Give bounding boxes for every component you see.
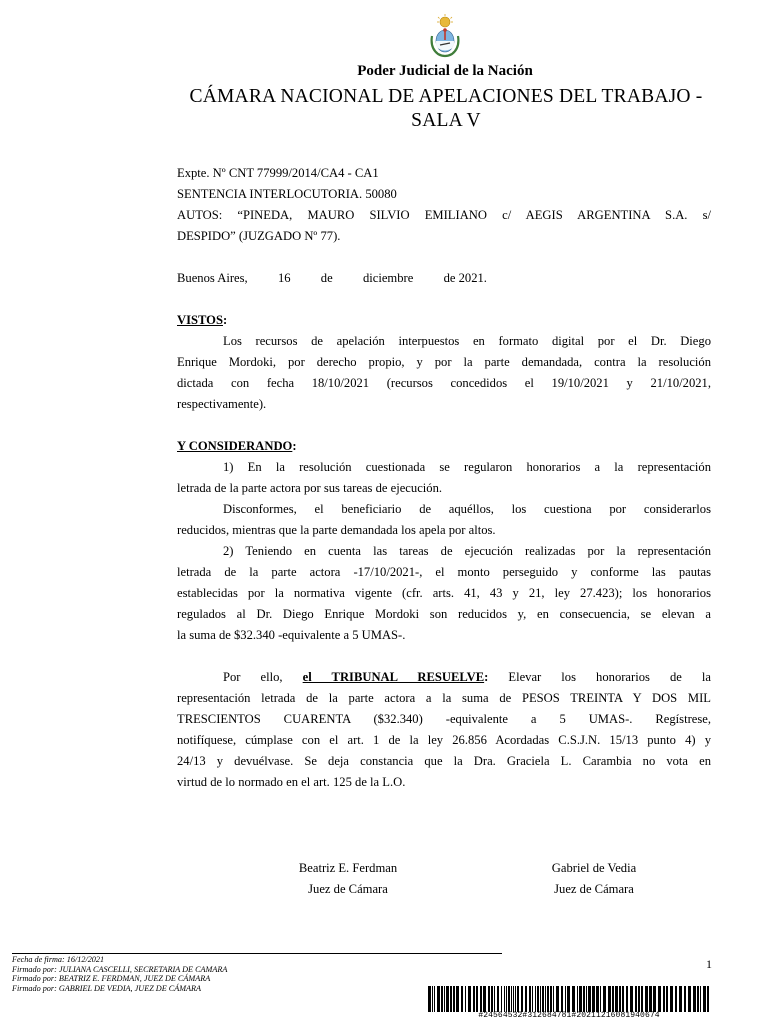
barcode-bar bbox=[622, 986, 624, 1012]
barcode-bar bbox=[572, 986, 575, 1012]
barcode-bar bbox=[532, 986, 533, 1012]
resolution-line: notifíquese, cúmplase con el art. 1 de la ley 26.856 Acordadas C.S.J.N. 15/13 punto 4) y bbox=[177, 733, 711, 747]
barcode-bar bbox=[663, 986, 665, 1012]
barcode-bar bbox=[666, 986, 668, 1012]
footer-line: Firmado por: GABRIEL DE VEDIA, JUEZ DE CÁMARA bbox=[12, 983, 202, 993]
barcode-bar bbox=[547, 986, 549, 1012]
barcode-bar bbox=[465, 986, 466, 1012]
barcode bbox=[428, 986, 710, 1012]
considerando-line: regulados al Dr. Diego Enrique Mordoki son reducidos y, en consecuencia, se elevan a bbox=[177, 607, 711, 621]
barcode-bar bbox=[456, 986, 459, 1012]
barcode-bar bbox=[638, 986, 640, 1012]
chamber-title-line2: SALA V bbox=[411, 110, 481, 131]
considerando-line: reducidos, mientras que la parte demandada los apela por altos. bbox=[177, 523, 496, 537]
barcode-bar bbox=[441, 986, 443, 1012]
footer-line: Firmado por: BEATRIZ E. FERDMAN, JUEZ DE CÁMARA bbox=[12, 974, 211, 984]
barcode-bar bbox=[619, 986, 621, 1012]
sentence-number: SENTENCIA INTERLOCUTORIA. 50080 bbox=[177, 187, 397, 201]
barcode-bar bbox=[450, 986, 452, 1012]
date-place: Buenos Aires, bbox=[177, 271, 248, 285]
barcode-bar bbox=[476, 986, 478, 1012]
autos-line-1: AUTOS: “PINEDA, MAURO SILVIO EMILIANO c/ AEGIS ARGENTINA S.A. s/ bbox=[177, 208, 711, 222]
barcode-bar bbox=[525, 986, 527, 1012]
considerando-line: la suma de $32.340 -equivalente a 5 UMAS-. bbox=[177, 628, 406, 642]
barcode-bar bbox=[577, 986, 578, 1012]
chamber-title-line1: CÁMARA NACIONAL DE APELACIONES DEL TRABAJO - bbox=[189, 86, 703, 107]
considerando-heading: Y CONSIDERANDO: bbox=[177, 439, 297, 453]
chamber-title bbox=[176, 85, 716, 133]
barcode-bar bbox=[561, 986, 563, 1012]
signature-ferdman bbox=[248, 858, 448, 900]
barcode-bar bbox=[658, 986, 661, 1012]
barcode-bar bbox=[483, 986, 486, 1012]
barcode-bar bbox=[540, 986, 541, 1012]
barcode-bar bbox=[641, 986, 643, 1012]
considerando-line: 2) Teniendo en cuenta las tareas de ejecución realizadas por la representación bbox=[223, 544, 711, 558]
barcode-bar bbox=[432, 986, 433, 1012]
barcode-bar bbox=[688, 986, 691, 1012]
date-year: de 2021. bbox=[443, 271, 487, 285]
barcode-bar bbox=[537, 986, 539, 1012]
barcode-bar bbox=[545, 986, 546, 1012]
barcode-bar bbox=[468, 986, 471, 1012]
coat-of-arms-seal bbox=[426, 14, 464, 58]
date-month: diciembre bbox=[362, 271, 414, 285]
resolution-first-line: Por ello, el TRIBUNAL RESUELVE: Elevar los honorarios de la bbox=[223, 670, 711, 684]
signer-role: Juez de Cámara bbox=[554, 882, 634, 896]
autos-line-2: DESPIDO” (JUZGADO Nº 77). bbox=[177, 229, 341, 243]
footer-divider bbox=[12, 953, 502, 954]
barcode-bar bbox=[446, 986, 449, 1012]
barcode-bar bbox=[615, 986, 618, 1012]
barcode-bar bbox=[434, 986, 435, 1012]
page-number: 1 bbox=[706, 957, 712, 971]
resolution-line: TRESCIENTOS CUARENTA ($32.340) -equivalente a 5 UMAS-. Regístrese, bbox=[177, 712, 711, 726]
barcode-bar bbox=[506, 986, 507, 1012]
barcode-bar bbox=[596, 986, 599, 1012]
barcode-bar bbox=[626, 986, 628, 1012]
barcode-bar bbox=[513, 986, 514, 1012]
resolution-line: virtud de lo normado en el art. 125 de la L.O. bbox=[177, 775, 406, 789]
barcode-bar bbox=[586, 986, 587, 1012]
footer-line: Fecha de firma: 16/12/2021 bbox=[12, 955, 105, 964]
considerando-line: letrada de la parte actora -17/10/2021-, el monto perseguido y conforme las pautas bbox=[177, 565, 711, 579]
barcode-bar bbox=[550, 986, 552, 1012]
signature-footer bbox=[12, 955, 227, 993]
barcode-bar bbox=[697, 986, 699, 1012]
barcode-bar bbox=[501, 986, 502, 1012]
barcode-bar bbox=[511, 986, 512, 1012]
barcode-bar bbox=[603, 986, 606, 1012]
barcode-bar bbox=[649, 986, 652, 1012]
barcode-bar bbox=[491, 986, 493, 1012]
barcode-bar bbox=[565, 986, 566, 1012]
considerando-line: Disconformes, el beneficiario de aquéllos, los cuestiona por considerarlos bbox=[223, 502, 711, 516]
barcode-bar bbox=[508, 986, 510, 1012]
barcode-bar bbox=[473, 986, 475, 1012]
barcode-bar bbox=[583, 986, 585, 1012]
barcode-bar bbox=[542, 986, 544, 1012]
barcode-bar bbox=[684, 986, 686, 1012]
date-line bbox=[177, 268, 487, 289]
barcode-bar bbox=[428, 986, 431, 1012]
barcode-bar bbox=[679, 986, 682, 1012]
signer-name: Beatriz E. Ferdman bbox=[298, 861, 398, 875]
signer-name: Gabriel de Vedia bbox=[551, 861, 637, 875]
resolution-line: representación letrada de la parte actora a la suma de PESOS TREINTA Y DOS MIL bbox=[177, 691, 711, 705]
barcode-bar bbox=[529, 986, 531, 1012]
barcode-bar bbox=[556, 986, 559, 1012]
barcode-bar bbox=[588, 986, 591, 1012]
barcode-bar bbox=[675, 986, 677, 1012]
barcode-bar bbox=[480, 986, 482, 1012]
barcode-bar bbox=[517, 986, 519, 1012]
barcode-bar bbox=[553, 986, 554, 1012]
barcode-bar bbox=[612, 986, 614, 1012]
barcode-bar bbox=[707, 986, 709, 1012]
document-body bbox=[177, 163, 711, 793]
considerando-line: letrada de la parte actora por sus tareas de ejecución. bbox=[177, 481, 443, 495]
vistos-heading: VISTOS: bbox=[177, 313, 228, 327]
barcode-bar bbox=[700, 986, 701, 1012]
barcode-bar bbox=[488, 986, 490, 1012]
barcode-bar bbox=[630, 986, 633, 1012]
barcode-bar bbox=[703, 986, 706, 1012]
tribunal-resuelve: el TRIBUNAL RESUELVE bbox=[302, 670, 485, 684]
vistos-line: Los recursos de apelación interpuestos en formato digital por el Dr. Diego bbox=[223, 334, 711, 348]
barcode-bar bbox=[461, 986, 463, 1012]
considerando-line: 1) En la resolución cuestionada se regularon honorarios a la representación bbox=[223, 460, 711, 474]
vistos-line: dictada con fecha 18/10/2021 (recursos concedidos el 19/10/2021 y 21/10/2021, bbox=[177, 376, 711, 390]
date-day: 16 bbox=[277, 271, 291, 285]
considerando-line: establecidas por la normativa vigente (cfr. arts. 41, 43 y 21, ley 27.423); los honorarios bbox=[177, 586, 711, 600]
barcode-bar bbox=[645, 986, 648, 1012]
barcode-bar bbox=[635, 986, 637, 1012]
footer-line: Firmado por: JULIANA CASCELLI, SECRETARIA DE CAMARA bbox=[12, 964, 228, 974]
vistos-line: respectivamente). bbox=[177, 397, 267, 411]
barcode-bar bbox=[453, 986, 455, 1012]
resolution-line: 24/13 y devuélvase. Se deja constancia que la Dra. Graciela L. Carambia no vota en bbox=[177, 754, 711, 768]
date-de: de bbox=[320, 271, 333, 285]
barcode-bar bbox=[693, 986, 696, 1012]
barcode-bar bbox=[608, 986, 611, 1012]
barcode-bar bbox=[567, 986, 570, 1012]
barcode-bar bbox=[437, 986, 440, 1012]
court-name: Poder Judicial de la Nación bbox=[357, 63, 533, 79]
barcode-text: #24564532#312684781#20211216081940674 bbox=[478, 1011, 660, 1020]
signer-role: Juez de Cámara bbox=[308, 882, 388, 896]
signature-vedia bbox=[494, 858, 694, 900]
case-number: Expte. Nº CNT 77999/2014/CA4 - CA1 bbox=[177, 166, 379, 180]
barcode-bar bbox=[600, 986, 601, 1012]
barcode-bar bbox=[670, 986, 673, 1012]
barcode-bar bbox=[521, 986, 523, 1012]
barcode-bar bbox=[504, 986, 505, 1012]
barcode-bar bbox=[515, 986, 516, 1012]
barcode-bar bbox=[535, 986, 536, 1012]
barcode-bar bbox=[444, 986, 445, 1012]
barcode-bar bbox=[494, 986, 495, 1012]
barcode-bar bbox=[653, 986, 656, 1012]
barcode-bar bbox=[579, 986, 582, 1012]
vistos-line: Enrique Mordoki, por derecho propio, y por la parte demandada, contra la resolución bbox=[177, 355, 711, 369]
barcode-bar bbox=[497, 986, 499, 1012]
barcode-bar bbox=[592, 986, 595, 1012]
